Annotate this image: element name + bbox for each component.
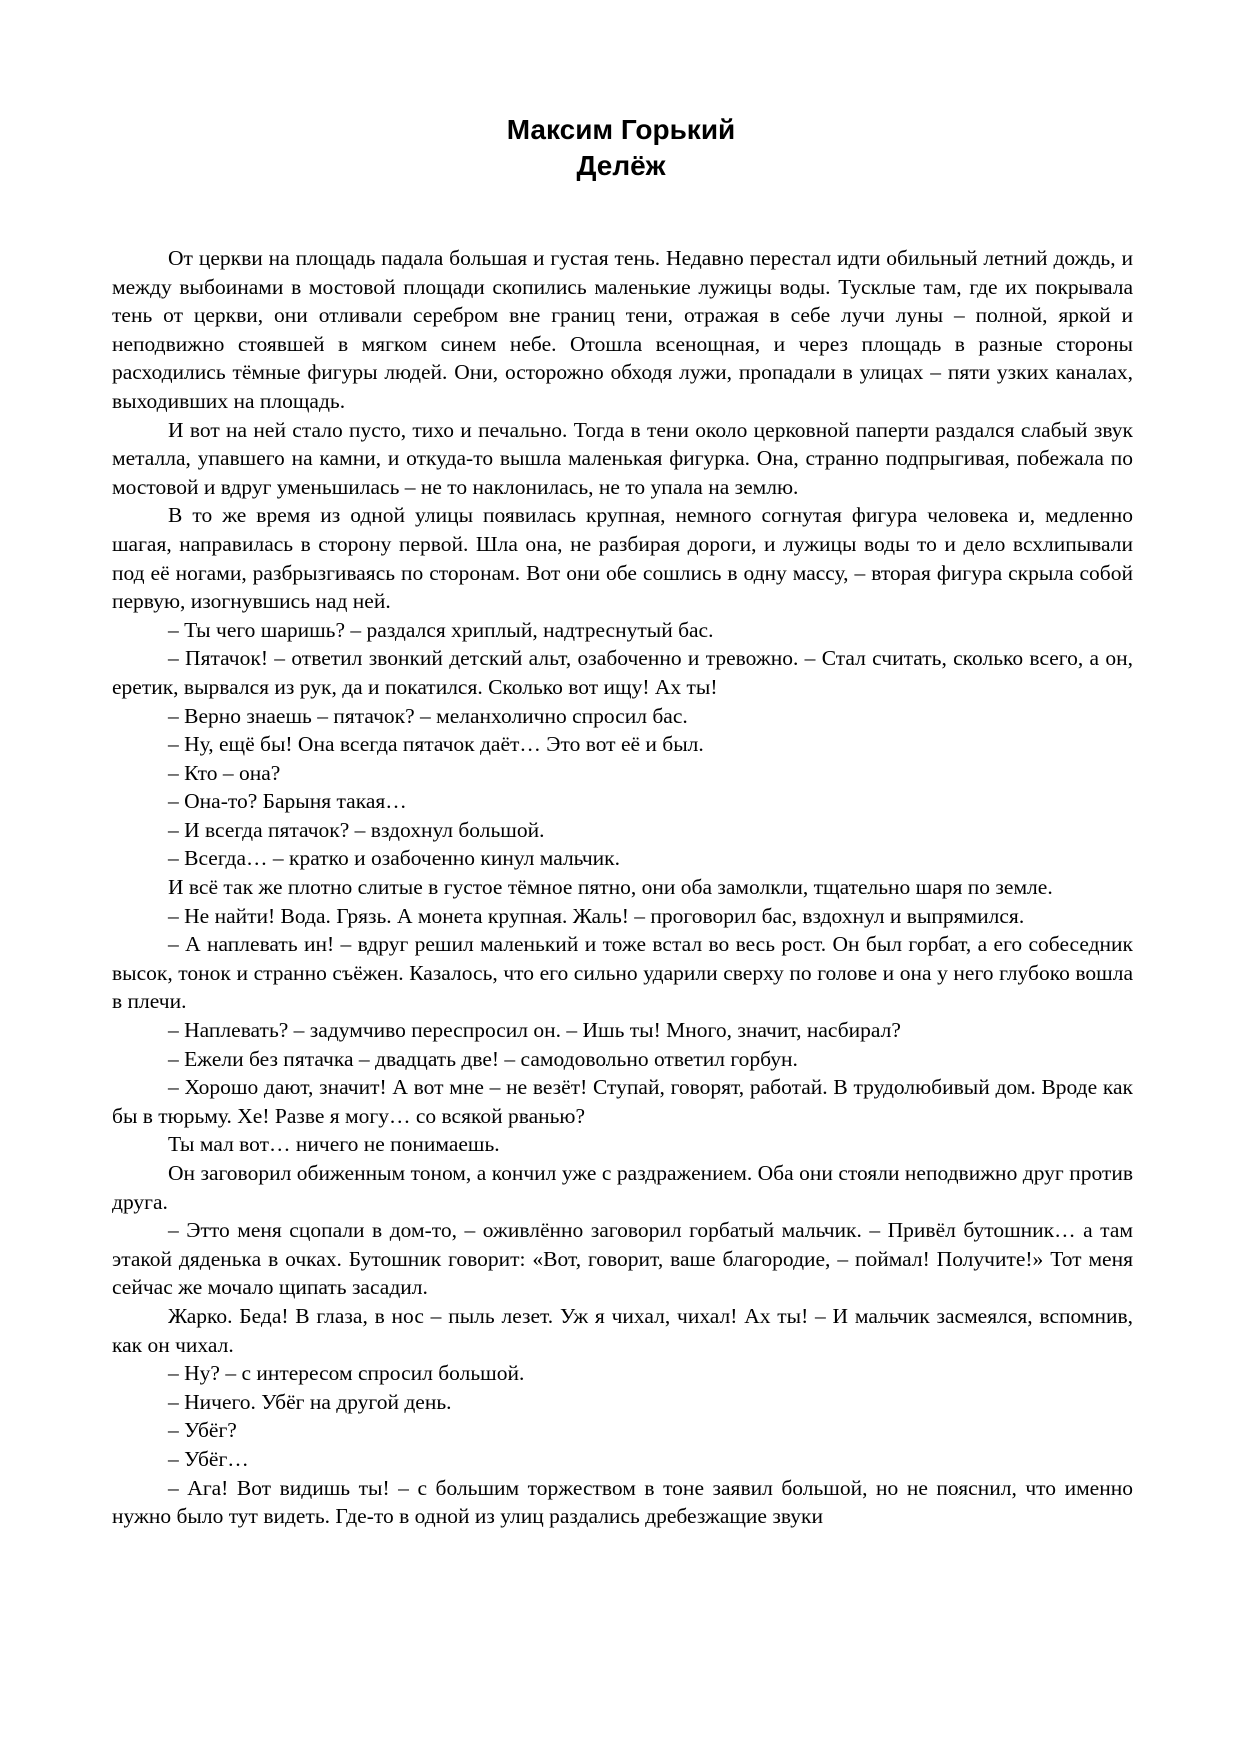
dialogue-line: – Кто – она? xyxy=(168,760,281,785)
paragraph: Жарко. Беда! В глаза, в нос – пыль лезет. Уж я чихал, чихал! Ах ты! – И мальчик засмеялся, вспомнив, как он чихал. xyxy=(112,1303,1133,1357)
dialogue-line: – Она-то? Барыня такая… xyxy=(168,789,407,814)
dialogue-line: – Этто меня сцопали в дом-то, – оживлённо заговорил горбатый мальчик. – Привёл бутошник… а там этакой дяденька в очках. Бутошник говорит: «Вот, говорит, ваше благородие, – поймал! Получите!» Тот меня сейчас же мочало щипать засадил. xyxy=(112,1218,1133,1300)
paragraph: Ты мал вот… ничего не понимаешь. xyxy=(168,1132,500,1157)
paragraph: От церкви на площадь падала большая и густая тень. Недавно перестал идти обильный летний дождь, и между выбоинами в мостовой площади скопились маленькие лужицы воды. Тусклые там, где их покрывала тень от церкви, они отливали серебром вне границ тени, отражая в себе лучи луны – полной, яркой и неподвижно стоявшей в мягком синем небе. Отошла всенощная, и через площадь в разные стороны расходились тёмные фигуры людей. Они, осторожно обходя лужи, пропадали в улицах – пяти узких каналах, выходивших на площадь. xyxy=(112,246,1133,413)
author-name: Максим Горький xyxy=(506,114,736,145)
dialogue-line: – Ну, ещё бы! Она всегда пятачок даёт… Это вот её и был. xyxy=(168,732,704,757)
dialogue-line: – Всегда… – кратко и озабоченно кинул мальчик. xyxy=(168,846,620,871)
paragraph: И всё так же плотно слитые в густое тёмное пятно, они оба замолкли, тщательно шаря по земле. xyxy=(168,875,1053,900)
dialogue-line: – Убёг? xyxy=(168,1418,237,1443)
dialogue-line: – Пятачок! – ответил звонкий детский альт, озабоченно и тревожно. – Стал считать, сколько всего, а он, еретик, вырвался из рук, да и покатился. Сколько вот ищу! Ах ты! xyxy=(112,646,1133,699)
dialogue-line: – Наплевать? – задумчиво переспросил он. – Ишь ты! Много, значит, насбирал? xyxy=(168,1018,901,1043)
dialogue-line: – Хорошо дают, значит! А вот мне – не везёт! Ступай, говорят, работай. В трудолюбивый дом. Вроде как бы в тюрьму. Хе! Разве я могу… со всякой рванью? xyxy=(112,1075,1133,1128)
dialogue-line: – Не найти! Вода. Грязь. А монета крупная. Жаль! – проговорил бас, вздохнул и выпрямился. xyxy=(168,903,1025,928)
dialogue-line: – Верно знаешь – пятачок? – меланхолично спросил бас. xyxy=(168,703,688,728)
dialogue-line: – Ага! Вот видишь ты! – с большим торжеством в тоне заявил большой, но не пояснил, что именно нужно было тут видеть. Где-то в одной из улиц раздались дребезжащие звуки xyxy=(112,1475,1133,1529)
story-body xyxy=(112,244,1133,1531)
document-header xyxy=(0,112,1242,184)
paragraph: И вот на ней стало пусто, тихо и печально. Тогда в тени около церковной паперти раздался слабый звук металла, упавшего на камни, и откуда-то вышла маленькая фигурка. Она, странно подпрыгивая, побежала по мостовой и вдруг уменьшилась – не то наклонилась, не то упала на землю. xyxy=(112,417,1133,499)
story-title: Делёж xyxy=(576,150,666,181)
dialogue-line: – Ты чего шаришь? – раздался хриплый, надтреснутый бас. xyxy=(168,617,714,642)
paragraph: Он заговорил обиженным тоном, а кончил уже с раздражением. Оба они стояли неподвижно друг против друга. xyxy=(112,1161,1133,1214)
dialogue-line: – Ну? – с интересом спросил большой. xyxy=(168,1361,525,1386)
dialogue-line: – Убёг… xyxy=(168,1446,249,1471)
dialogue-line: – А наплевать ин! – вдруг решил маленький и тоже встал во весь рост. Он был горбат, а его собеседник высок, тонок и странно съёжен. Казалось, что его сильно ударили сверху по голове и она у него глубоко вошла в плечи. xyxy=(112,932,1133,1014)
dialogue-line: – Ежели без пятачка – двадцать две! – самодовольно ответил горбун. xyxy=(168,1046,798,1071)
dialogue-line: – Ничего. Убёг на другой день. xyxy=(168,1389,452,1414)
dialogue-line: – И всегда пятачок? – вздохнул большой. xyxy=(168,817,545,842)
paragraph: В то же время из одной улицы появилась крупная, немного согнутая фигура человека и, медленно шагая, направилась в сторону первой. Шла она, не разбирая дороги, и лужицы воды то и дело всхлипывали под её ногами, разбрызгиваясь по сторонам. Вот они обе сошлись в одну массу, – вторая фигура скрыла собой первую, изогнувшись над ней. xyxy=(112,503,1133,614)
